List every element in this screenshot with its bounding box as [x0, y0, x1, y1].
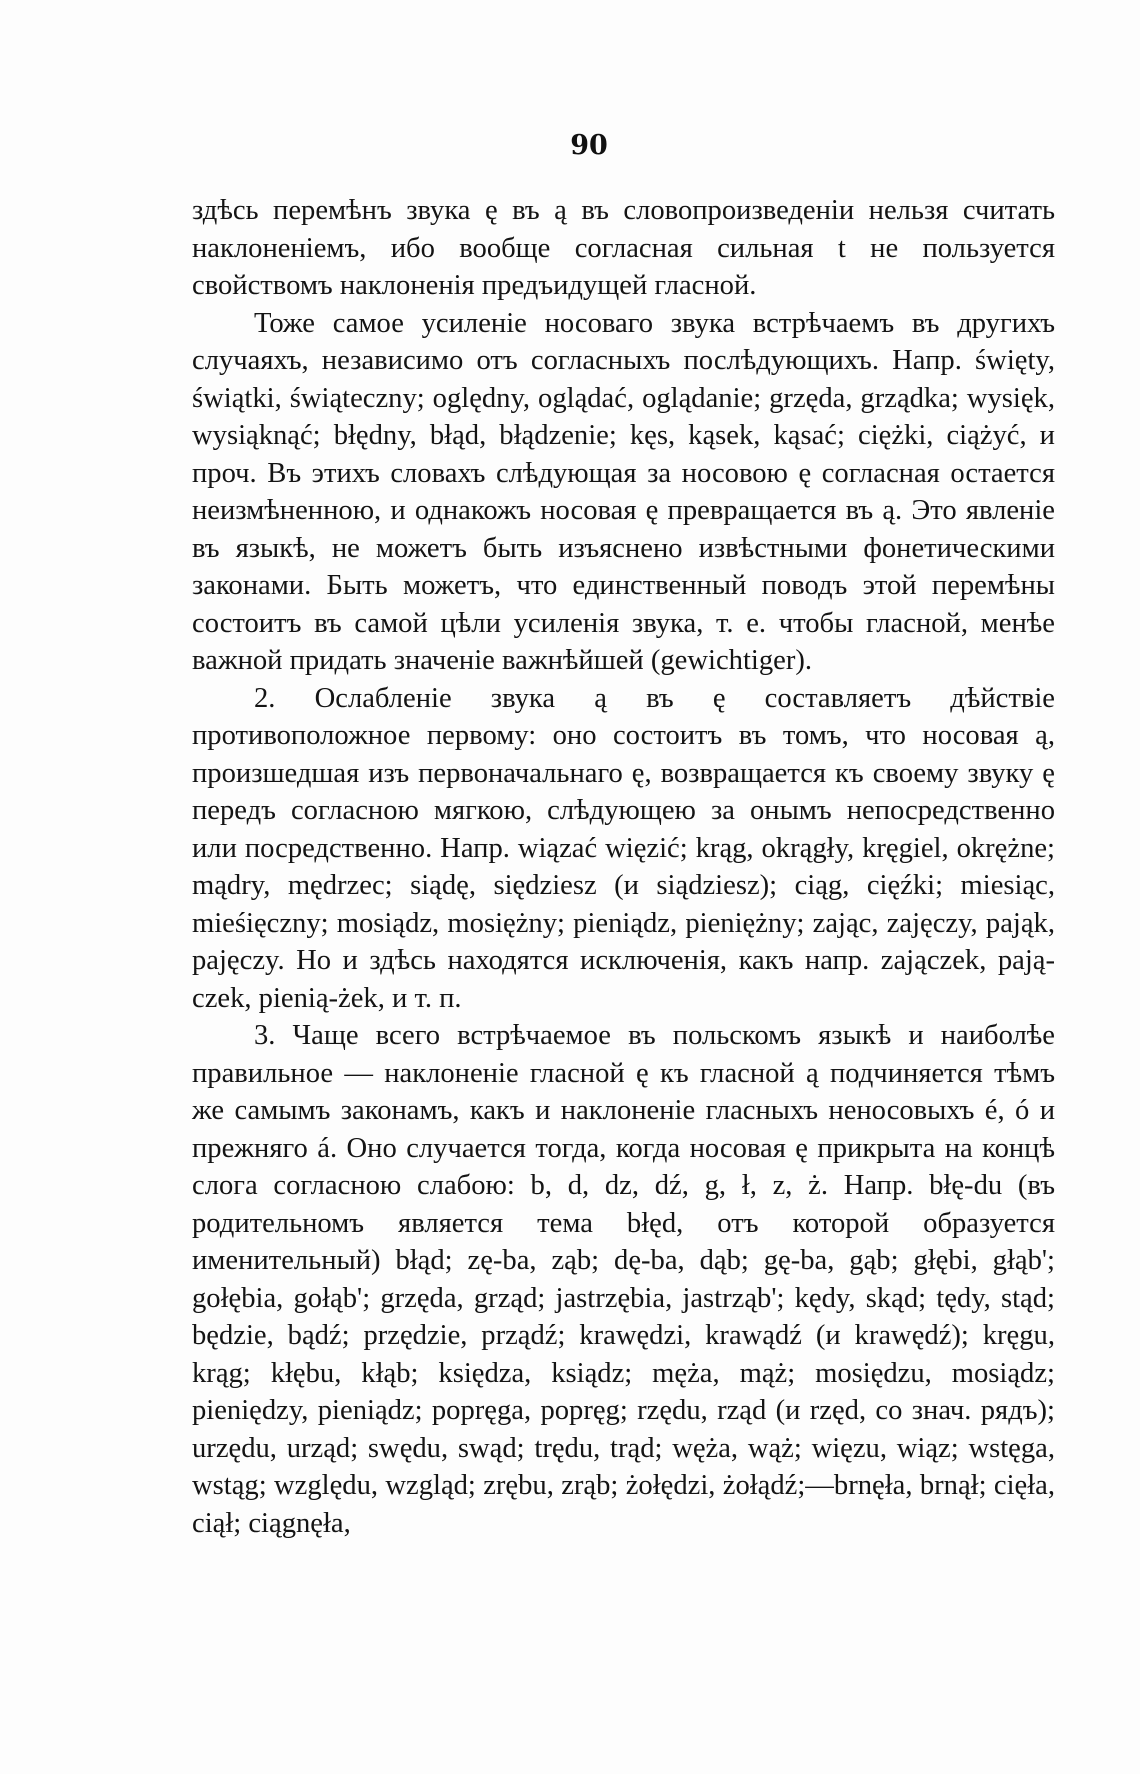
paragraph: Тоже самое усиленіе носоваго звука встрѣчаемъ въ другихъ случаяхъ, независимо отъ согласныхъ послѣдующихъ. Напр. święty, świątki, świąteczny; oględny, oglądać, oglądanie; grzęda, grządka; wysięk, wysiąknąć; błędny, błąd, błądzenie; kęs, kąsek, kąsać; ciężki, ciążyć, и проч. Въ этихъ словахъ слѣдующая за носовою ę согласная остается неизмѣненною, и однакожъ носовая ę превращается въ ą. Это явленіе въ языкѣ, не можетъ быть изъяснено извѣстными фонетическими законами. Быть можетъ, что единственный поводъ этой перемѣны состоитъ въ самой цѣли усиленія звука, т. е. чтобы гласной, менѣе важной придать значеніе важнѣйшей (gewichtiger). [192, 307, 1055, 676]
page-number: 90 [570, 130, 608, 161]
paragraph: 2. Ослабленіе звука ą въ ę составляетъ дѣйствіе противоположное первому: оно состоитъ въ томъ, что носовая ą, произшедшая изъ первоначальнаго ę, возвращается къ своему звуку ę передъ согласною мягкою, слѣдующею за онымъ непосредственно или посредственно. Напр. wiązać więzić; krąg, okrągły, kręgiel, okrężne; mądry, mędrzec; siądę, siędziesz (и siądziesz); ciąg, cięźki; miesiąc, mieśięczny; mosiądz, mosiężny; pieniądz, pieniężny; zając, zajęczy, pająk, pajęczy. Но и здѣсь находятся исключенія, какъ напр. zajączek, pają-czek, pienią-żek, и т. п. [192, 682, 1055, 1014]
paragraph: здѣсь перемѣнъ звука ę въ ą въ словопроизведеніи нельзя считать наклоненіемъ, ибо вообще согласная сильная t не пользуется свойствомъ наклоненія предъидущей гласной. [192, 195, 1055, 301]
paragraph: 3. Чаще всего встрѣчаемое въ польскомъ языкѣ и наиболѣе правильное — наклоненіе гласной ę къ гласной ą подчиняется тѣмъ же самымъ законамъ, какъ и наклоненіе гласныхъ неносовыхъ é, ó и прежняго á. Оно случается тогда, когда носовая ę прикрыта на концѣ слога согласною слабою: b, d, dz, dź, g, ł, z, ż. Напр. błę-du (въ родительномъ является тема błęd, отъ которой образуется именительный) błąd; zę-ba, ząb; dę-ba, dąb; gę-ba, gąb; głębi, głąb'; gołębia, gołąb'; grzęda, grząd; jastrzębia, jastrząb'; kędy, skąd; tędy, stąd; będzie, bądź; przędzie, prządź; krawędzi, krawądź (и krawędź); kręgu, krąg; kłębu, kłąb; księdza, ksiądz; męża, mąż; mosiędzu, mosiądz; pieniędzy, pieniądz; popręga, popręg; rzędu, rząd (и rzęd, со знач. рядъ); urzędu, urząd; swędu, swąd; trędu, trąd; węża, wąż; więzu, wiąz; wstęga, wstąg; względu, wzgląd; zrębu, zrąb; żołędzi, żołądź;—brnęła, brnął; cięła, ciął; ciągnęła, [192, 1020, 1055, 1539]
body-text [192, 192, 1055, 1542]
